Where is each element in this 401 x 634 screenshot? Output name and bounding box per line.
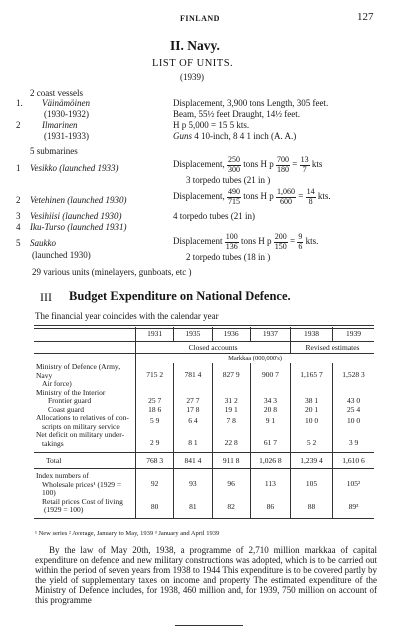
table-cell: 1,239 4: [291, 453, 333, 469]
table-cell: 9 1: [250, 414, 290, 431]
table-cell: 1,165 7: [291, 363, 333, 389]
row-label: Frontier guard: [48, 396, 92, 405]
table-cell: 10 0: [333, 414, 375, 431]
frac-den: 150: [274, 241, 287, 251]
vessel-specs: Beam, 55½ feet Draught, 14½ feet.: [173, 109, 300, 119]
budget-table: [34, 327, 374, 519]
row-label-line: Net deficit on military under-: [36, 430, 125, 439]
table-cell: 5 9: [136, 414, 174, 431]
frac-num: 13: [300, 155, 309, 164]
revised-estimates-label: Revised estimates: [291, 341, 374, 353]
spec-unit: kts: [311, 159, 323, 170]
row-label-line: Allocations to relatives of con-: [36, 413, 129, 422]
table-cell: 10 0: [291, 414, 333, 431]
vessel-name-vetehinen: Vetehinen (launched 1930): [30, 195, 127, 205]
year-header: 1938: [291, 327, 333, 341]
vessel-number: 2: [16, 195, 21, 205]
spec-label: tons H p: [243, 191, 274, 202]
horsepower-fraction: [276, 188, 296, 206]
vessel-name-vainamoinen: Väinämöinen: [42, 98, 90, 108]
table-cell: 1,528 3: [333, 363, 375, 389]
row-label-line: (1929 = 100): [44, 505, 84, 514]
vessel-launched: (launched 1930): [32, 250, 91, 260]
table-cell: 27 7: [174, 397, 212, 406]
speed-fraction: [306, 188, 316, 206]
spec-label: Displacement,: [173, 159, 225, 170]
equals-sign: =: [290, 236, 296, 247]
table-cell: 1,026 8: [250, 453, 290, 469]
frac-den: 300: [227, 164, 240, 174]
row-label: Ministry of the Interior: [36, 387, 106, 397]
vessel-years: (1931-1933): [44, 131, 89, 141]
displacement-fraction: [227, 156, 241, 174]
closing-paragraph: [35, 545, 377, 605]
vessel-specs: [173, 233, 318, 251]
table-cell: 715 2: [136, 363, 174, 389]
fiscal-year-note: The financial year coincides with the calendar year: [35, 311, 219, 321]
table-cell: 841 4: [174, 453, 212, 469]
row-label-line: Index numbers of: [36, 471, 89, 480]
table-cell: 82: [212, 498, 250, 519]
spec-label: tons H p: [240, 236, 272, 247]
table-cell: 6 4: [174, 414, 212, 431]
table-cell: 18 6: [136, 406, 174, 415]
equals-sign: =: [298, 191, 304, 202]
row-label-line: Ministry of Defence (Army, Navy: [36, 362, 121, 380]
equals-sign: =: [292, 159, 298, 170]
vessel-name-ilmarinen: Ilmarinen: [42, 120, 78, 130]
displacement-fraction: [227, 188, 241, 206]
vessel-specs: [173, 188, 331, 206]
table-cell: 3 9: [333, 431, 375, 453]
vessel-number: 1: [16, 163, 21, 173]
horsepower-fraction: [274, 233, 288, 251]
table-cell: 1,610 6: [333, 453, 375, 469]
speed-fraction: [300, 156, 310, 174]
vessel-number: 3: [16, 211, 21, 221]
table-cell: 5 2: [291, 431, 333, 453]
torpedo-tubes: 3 torpedo tubes (21 in ): [186, 175, 271, 185]
vessel-number: 5: [16, 238, 21, 248]
frac-num: 490: [227, 187, 240, 196]
table-cell: 25 4: [333, 406, 375, 415]
table-cell: 89³: [333, 498, 375, 519]
table-cell: 827 9: [212, 363, 250, 389]
row-label: Coast guard: [48, 404, 85, 414]
table-cell: 25 7: [136, 397, 174, 406]
section-heading-budget: Budget Expenditure on National Defence.: [69, 289, 291, 303]
year-header: 1935: [174, 327, 212, 341]
frac-num: 100: [225, 232, 238, 241]
table-row: [34, 469, 374, 498]
table-cell: 20 8: [250, 406, 290, 415]
table-cell: 80: [136, 498, 174, 519]
row-label-line: takings: [42, 438, 64, 448]
row-label-line: Retail prices Cost of living: [42, 496, 123, 506]
guns-label: Guns: [173, 131, 193, 141]
table-row: [34, 414, 374, 431]
table-cell: 61 7: [250, 431, 290, 453]
spec-label: tons H p: [243, 159, 274, 170]
torpedo-tubes: 4 torpedo tubes (21 in): [173, 211, 255, 221]
table-cell: 17 8: [174, 406, 212, 415]
torpedo-tubes: 2 torpedo tubes (18 in ): [186, 252, 271, 262]
table-cell: 768 3: [136, 453, 174, 469]
row-label-line: Wholesale prices¹ (1929 = 100): [42, 479, 122, 497]
spec-unit: kts.: [317, 191, 331, 202]
table-cell: 105: [291, 469, 333, 498]
table-cell: 81: [174, 498, 212, 519]
frac-den: 180: [277, 164, 289, 174]
frac-den: 600: [280, 196, 292, 206]
table-row: [34, 363, 374, 389]
row-label: [34, 431, 136, 453]
speed-fraction: [297, 233, 303, 251]
horsepower-fraction: [276, 156, 290, 174]
coast-vessels-group: 2 coast vessels: [30, 88, 83, 98]
guns-text: 4 10-inch, 8 4 1 inch (A. A.): [194, 131, 297, 141]
year-header: 1939: [333, 327, 375, 341]
vessel-name-vesikko: Vesikko (launched 1933): [30, 163, 119, 173]
table-cell: 19 1: [212, 406, 250, 415]
table-cell: 7 8: [212, 414, 250, 431]
row-label-line: Air force): [42, 379, 72, 388]
frac-den: 8: [308, 196, 313, 206]
table-cell: 781 4: [174, 363, 212, 389]
row-label: [34, 469, 136, 498]
vessel-years: (1930-1932): [44, 109, 89, 119]
vessel-specs: H p 5,000 = 15 5 kts.: [173, 120, 250, 130]
vessel-number: 2: [16, 120, 21, 130]
frac-num: 14: [306, 187, 315, 196]
page-number: 127: [357, 11, 374, 23]
table-cell: 20 1: [291, 406, 333, 415]
table-row: [34, 431, 374, 453]
year-header: 1936: [212, 327, 250, 341]
vessel-armament: [173, 131, 296, 142]
vessel-number: 1.: [16, 98, 23, 108]
vessel-name-iku-turso: Iku-Turso (launched 1931): [30, 222, 127, 232]
submarines-group: 5 submarines: [30, 146, 78, 156]
table-cell: 105²: [333, 469, 375, 498]
table-cell: 93: [174, 469, 212, 498]
unit-label: Markkaa (000,000's): [136, 353, 374, 363]
table-cell: 8 1: [174, 431, 212, 453]
table-cell: 34 3: [250, 397, 290, 406]
spec-label: Displacement,: [173, 191, 225, 202]
displacement-fraction: [225, 233, 239, 251]
table-cell: 31 2: [212, 397, 250, 406]
table-row: [34, 397, 374, 406]
vessel-number: 4: [16, 222, 21, 232]
frac-den: 6: [298, 241, 303, 251]
various-units: 29 various units (minelayers, gunboats, etc ): [32, 267, 192, 277]
row-label-line: scripts on military service: [42, 421, 120, 431]
row-label: [34, 414, 136, 431]
table-footnotes: ¹ New series ² Average, January to May, 1939 ³ January and April 1939: [35, 530, 220, 537]
frac-num: 250: [227, 155, 240, 164]
table-cell: 86: [250, 498, 290, 519]
total-label: Total: [46, 456, 62, 465]
row-label: [34, 498, 136, 519]
list-year: (1939): [180, 72, 204, 82]
frac-num: 200: [274, 232, 287, 241]
running-title: FINLAND: [180, 14, 220, 23]
table-cell: 43 0: [333, 397, 375, 406]
table-cell: 38 1: [291, 397, 333, 406]
year-header: 1937: [250, 327, 290, 341]
vessel-name-vesihiisi: Vesihiisi (launched 1930): [30, 211, 122, 221]
vessel-specs: Displacement, 3,900 tons Length, 305 feet.: [173, 98, 329, 108]
table-cell: 92: [136, 469, 174, 498]
table-cell: 2 9: [136, 431, 174, 453]
section-number-budget: III: [40, 290, 52, 304]
total-row: [34, 453, 374, 469]
table-cell: 113: [250, 469, 290, 498]
spec-unit: kts.: [305, 236, 319, 247]
vessel-name-saukko: Saukko: [30, 238, 56, 248]
table-cell: 88: [291, 498, 333, 519]
table-cell: 22 8: [212, 431, 250, 453]
end-rule: [175, 625, 243, 626]
table-cell: 900 7: [250, 363, 290, 389]
closed-accounts-label: Closed accounts: [136, 341, 291, 353]
table-cell: 96: [212, 469, 250, 498]
section-heading-navy: II. Navy.: [170, 38, 220, 53]
table-cell: 911 8: [212, 453, 250, 469]
row-label: [34, 363, 136, 389]
table-row: [34, 498, 374, 519]
frac-den: 7: [302, 164, 307, 174]
frac-den: 136: [225, 241, 238, 251]
frac-num: 1,060: [277, 187, 295, 196]
list-of-units-heading: LIST OF UNITS.: [152, 58, 234, 69]
frac-num: 700: [277, 155, 289, 164]
vessel-specs: [173, 156, 322, 174]
paragraph-text: By the law of May 20th, 1938, a programme of 2,710 million markkaa of capital expenditure on defence and new military constructions was adopted, which is to be carried out within the period of seven years from 1938 to 1944 This expenditure is to be covered partly by the yield of supplementary taxes on income and property The estimated expenditure of the Ministry of Defence includes, for 1938, 460 million and, for 1939, 750 million on account of this programme: [35, 545, 377, 605]
frac-num: 9: [298, 232, 303, 241]
year-header: 1931: [136, 327, 174, 341]
frac-den: 715: [227, 196, 240, 206]
spec-label: Displacement: [173, 236, 223, 247]
